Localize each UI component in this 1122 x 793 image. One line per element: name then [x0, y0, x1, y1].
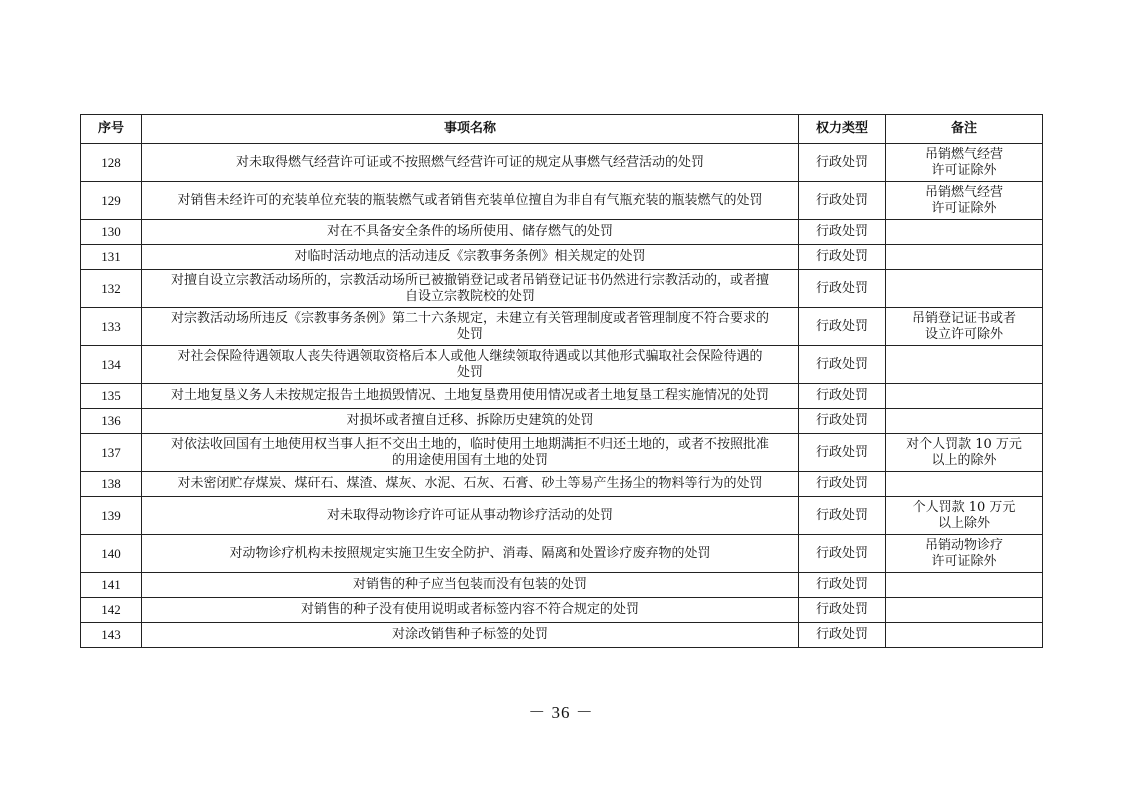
row-power-type: 行政处罚: [799, 182, 886, 220]
row-item-name: 对销售未经许可的充装单位充装的瓶装燃气或者销售充装单位擅自为非自有气瓶充装的瓶装燃气的处罚: [142, 182, 799, 220]
row-remarks: 吊销动物诊疗 许可证除外: [886, 535, 1043, 573]
row-serial-number: 140: [81, 535, 142, 573]
table-row: [81, 623, 1043, 648]
row-serial-number: 135: [81, 384, 142, 409]
row-remarks: 吊销登记证书或者 设立许可除外: [886, 308, 1043, 346]
row-remarks: [886, 245, 1043, 270]
row-power-type: 行政处罚: [799, 573, 886, 598]
row-power-type: 行政处罚: [799, 497, 886, 535]
table-row: [81, 535, 1043, 573]
row-item-name: 对销售的种子没有使用说明或者标签内容不符合规定的处罚: [142, 598, 799, 623]
row-serial-number: 136: [81, 409, 142, 434]
row-remarks: 对个人罚款 10 万元 以上的除外: [886, 434, 1043, 472]
header-serial-number: 序号: [81, 115, 142, 144]
row-power-type: 行政处罚: [799, 245, 886, 270]
row-item-name: 对土地复垦义务人未按规定报告土地损毁情况、土地复垦费用使用情况或者土地复垦工程实施情况的处罚: [142, 384, 799, 409]
header-remarks: 备注: [886, 115, 1043, 144]
row-power-type: 行政处罚: [799, 270, 886, 308]
row-power-type: 行政处罚: [799, 308, 886, 346]
row-item-name: 对动物诊疗机构未按照规定实施卫生安全防护、消毒、隔离和处置诊疗废弃物的处罚: [142, 535, 799, 573]
row-remarks: [886, 270, 1043, 308]
row-power-type: 行政处罚: [799, 434, 886, 472]
row-serial-number: 133: [81, 308, 142, 346]
table-row: [81, 384, 1043, 409]
row-item-name: 对未密闭贮存煤炭、煤矸石、煤渣、煤灰、水泥、石灰、石膏、砂土等易产生扬尘的物料等行为的处罚: [142, 472, 799, 497]
table-row: [81, 472, 1043, 497]
row-serial-number: 128: [81, 144, 142, 182]
table-row: [81, 346, 1043, 384]
table-row: [81, 144, 1043, 182]
row-item-name: 对在不具备安全条件的场所使用、储存燃气的处罚: [142, 220, 799, 245]
row-power-type: 行政处罚: [799, 220, 886, 245]
row-remarks: [886, 573, 1043, 598]
header-item-name: 事项名称: [142, 115, 799, 144]
row-remarks: 个人罚款 10 万元 以上除外: [886, 497, 1043, 535]
row-item-name: 对擅自设立宗教活动场所的，宗教活动场所已被撤销登记或者吊销登记证书仍然进行宗教活动的，或者擅 自设立宗教院校的处罚: [142, 270, 799, 308]
row-power-type: 行政处罚: [799, 409, 886, 434]
item-table: [80, 114, 1043, 648]
row-power-type: 行政处罚: [799, 384, 886, 409]
table-row: [81, 434, 1043, 472]
row-serial-number: 138: [81, 472, 142, 497]
row-item-name: 对损坏或者擅自迁移、拆除历史建筑的处罚: [142, 409, 799, 434]
row-remarks: 吊销燃气经营 许可证除外: [886, 182, 1043, 220]
row-remarks: [886, 623, 1043, 648]
row-remarks: [886, 384, 1043, 409]
table-row: [81, 220, 1043, 245]
table-row: [81, 182, 1043, 220]
table-row: [81, 598, 1043, 623]
row-serial-number: 142: [81, 598, 142, 623]
row-item-name: 对销售的种子应当包装而没有包装的处罚: [142, 573, 799, 598]
row-serial-number: 129: [81, 182, 142, 220]
table-row: [81, 245, 1043, 270]
row-serial-number: 143: [81, 623, 142, 648]
row-serial-number: 141: [81, 573, 142, 598]
table-header-row: [81, 115, 1043, 144]
row-item-name: 对依法收回国有土地使用权当事人拒不交出土地的，临时使用土地期满拒不归还土地的，或者不按照批准 的用途使用国有土地的处罚: [142, 434, 799, 472]
row-serial-number: 137: [81, 434, 142, 472]
table-row: [81, 270, 1043, 308]
row-power-type: 行政处罚: [799, 144, 886, 182]
table-row: [81, 573, 1043, 598]
table-row: [81, 497, 1043, 535]
row-item-name: 对未取得动物诊疗许可证从事动物诊疗活动的处罚: [142, 497, 799, 535]
row-item-name: 对未取得燃气经营许可证或不按照燃气经营许可证的规定从事燃气经营活动的处罚: [142, 144, 799, 182]
row-remarks: [886, 346, 1043, 384]
row-power-type: 行政处罚: [799, 535, 886, 573]
row-serial-number: 132: [81, 270, 142, 308]
page-number: － 36 －: [528, 703, 594, 722]
row-item-name: 对社会保险待遇领取人丧失待遇领取资格后本人或他人继续领取待遇或以其他形式骗取社会保险待遇的 处罚: [142, 346, 799, 384]
row-remarks: [886, 598, 1043, 623]
row-power-type: 行政处罚: [799, 346, 886, 384]
row-power-type: 行政处罚: [799, 623, 886, 648]
header-power-type: 权力类型: [799, 115, 886, 144]
row-remarks: [886, 472, 1043, 497]
row-remarks: 吊销燃气经营 许可证除外: [886, 144, 1043, 182]
row-remarks: [886, 409, 1043, 434]
table-row: [81, 409, 1043, 434]
row-power-type: 行政处罚: [799, 472, 886, 497]
row-item-name: 对涂改销售种子标签的处罚: [142, 623, 799, 648]
table-row: [81, 308, 1043, 346]
row-serial-number: 130: [81, 220, 142, 245]
row-remarks: [886, 220, 1043, 245]
row-serial-number: 134: [81, 346, 142, 384]
row-item-name: 对临时活动地点的活动违反《宗教事务条例》相关规定的处罚: [142, 245, 799, 270]
row-serial-number: 131: [81, 245, 142, 270]
row-serial-number: 139: [81, 497, 142, 535]
row-power-type: 行政处罚: [799, 598, 886, 623]
row-item-name: 对宗教活动场所违反《宗教事务条例》第二十六条规定，未建立有关管理制度或者管理制度不符合要求的 处罚: [142, 308, 799, 346]
